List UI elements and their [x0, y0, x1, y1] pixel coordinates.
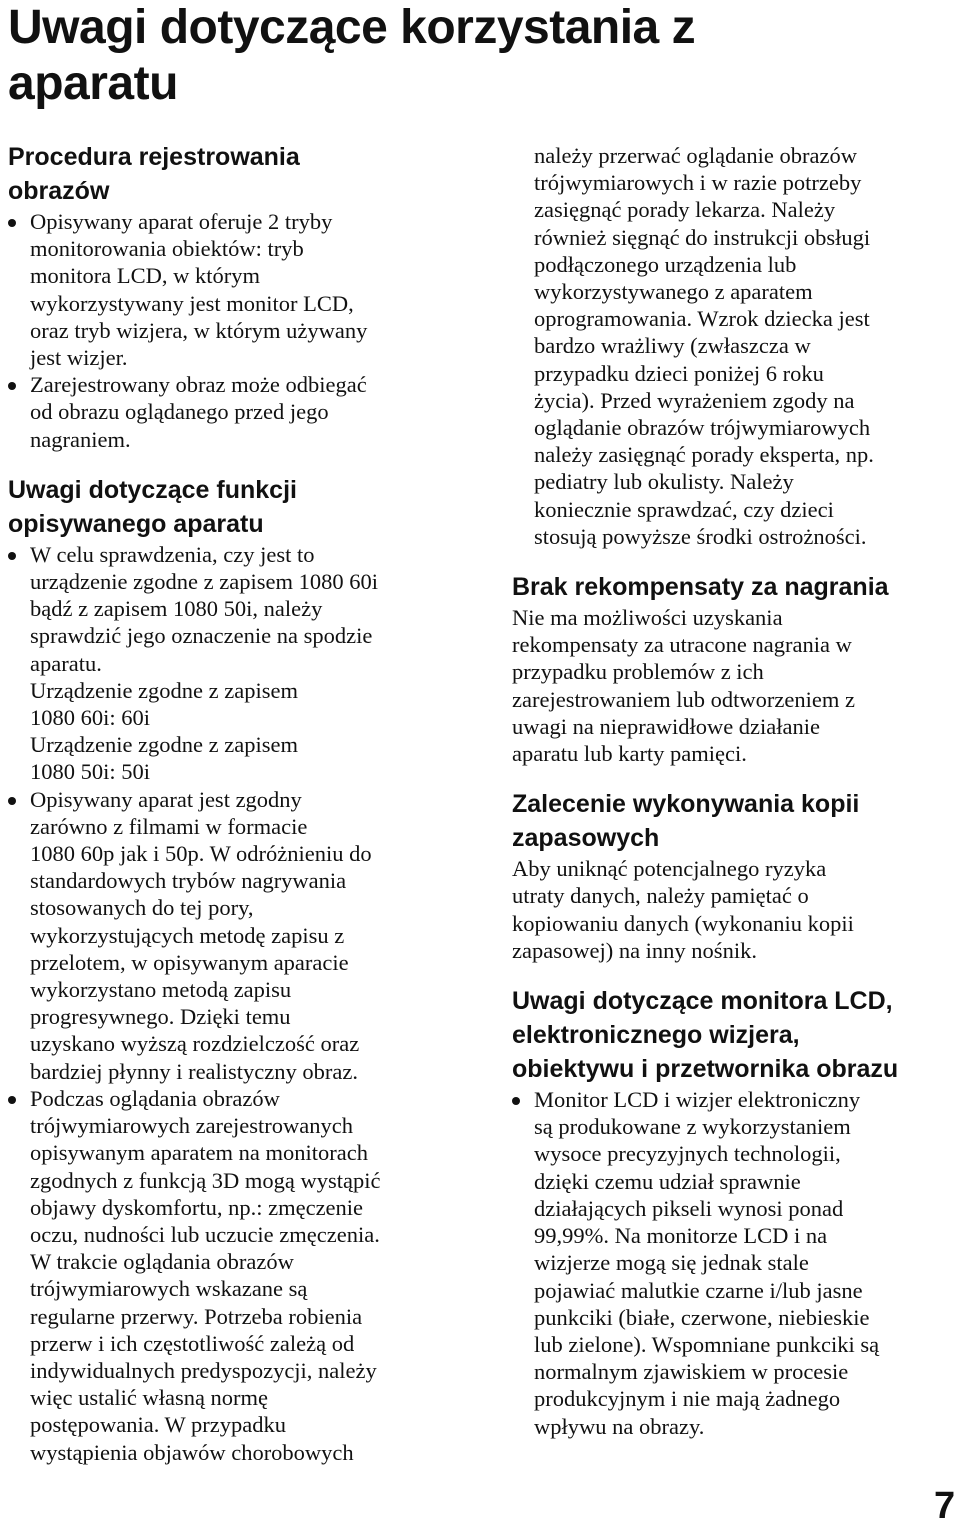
text-line: Monitor LCD i wizjer elektroniczny: [534, 1087, 861, 1113]
text-line: zapasowej) na inny nośnik.: [512, 937, 757, 963]
text-line: 1080 50i: 50i: [30, 759, 151, 785]
section-spacer: [8, 453, 468, 473]
bullet-item: [8, 371, 468, 453]
heading-line: obrazów: [8, 177, 110, 205]
text-line: W celu sprawdzenia, czy jest to: [30, 541, 315, 567]
bullet-icon: [8, 1096, 16, 1104]
text-line: trójwymiarowych wskazane są: [30, 1276, 308, 1302]
text-line: aparatu.: [30, 650, 102, 676]
text-line: bardziej płynny i realistyczny obraz.: [30, 1058, 358, 1084]
text-line: więc ustalić własną normę: [30, 1385, 269, 1411]
text-line: pojawiać malutkie czarne i/lub jasne: [534, 1277, 863, 1303]
bullet-icon: [8, 552, 16, 560]
text-line: oczu, nudności lub uczucie zmęczenia.: [30, 1221, 380, 1247]
text-line: należy przerwać oglądanie obrazów: [534, 143, 857, 168]
heading-line: Procedura rejestrowania: [8, 143, 300, 171]
section-heading-backup: [512, 787, 960, 855]
text-line: należy zasięgnąć porady eksperta, np.: [534, 442, 874, 468]
bullet-item: [512, 1086, 960, 1440]
text-line: dzięki czemu udział sprawnie: [534, 1168, 801, 1194]
heading-line: zapasowych: [512, 824, 660, 853]
text-line: Opisywany aparat jest zgodny: [30, 786, 302, 812]
paragraph: [512, 604, 960, 767]
section-spacer: [512, 964, 960, 984]
text-line: są produkowane z wykorzystaniem: [534, 1114, 851, 1140]
text-line: urządzenie zgodne z zapisem 1080 60i: [30, 569, 378, 595]
page-title-line: aparatu: [8, 57, 178, 110]
text-line: Urządzenie zgodne z zapisem: [30, 732, 298, 758]
left-column: [8, 140, 468, 1466]
section-heading-compensation: [512, 570, 960, 604]
text-line: Nie ma możliwości uzyskania: [512, 605, 783, 631]
text-line: W trakcie oglądania obrazów: [30, 1249, 294, 1275]
text-line: normalnym zjawiskiem w procesie: [534, 1359, 849, 1385]
text-line: Opisywany aparat oferuje 2 tryby: [30, 209, 333, 234]
text-line: wykorzystywanego z aparatem: [534, 279, 813, 305]
text-line: podłączonego urządzenia lub: [534, 251, 797, 277]
text-line: uwagi na nieprawidłowe działanie: [512, 713, 821, 739]
page-title-line: Uwagi dotyczące korzystania z: [8, 1, 696, 54]
text-line: trójwymiarowych i w razie potrzeby: [534, 170, 862, 196]
text-line: wpływu na obrazy.: [534, 1413, 705, 1439]
text-line: produkcyjnym i nie mają żadnego: [534, 1386, 841, 1412]
text-line: 99,99%. Na monitorze LCD i na: [534, 1223, 828, 1249]
heading-line: opisywanego aparatu: [8, 509, 264, 538]
text-line: również sięgnąć do instrukcji obsługi: [534, 224, 871, 250]
text-line: regularne przerwy. Potrzeba robienia: [30, 1303, 363, 1329]
text-line: zarówno z filmami w formacie: [30, 813, 308, 839]
text-line: opisywanym aparatem na monitorach: [30, 1140, 369, 1166]
text-line: wizjerze mogą się jednak stale: [534, 1250, 809, 1276]
text-line: oraz tryb wizjera, w którym używany: [30, 317, 368, 343]
text-line: 1080 60p jak i 50p. W odróżnieniu do: [30, 841, 372, 867]
text-line: wystąpienia objawów chorobowych: [30, 1439, 354, 1465]
text-line: lub zielone). Wspomniane punkciki są: [534, 1331, 880, 1357]
heading-line: Zalecenie wykonywania kopii: [512, 790, 860, 819]
text-line: przypadku problemów z ich: [512, 659, 764, 685]
bullet-icon: [512, 1097, 520, 1105]
text-line: zgodnych z funkcją 3D mogą wystąpić: [30, 1167, 381, 1193]
text-line: Urządzenie zgodne z zapisem: [30, 677, 298, 703]
text-line: trójwymiarowych zarejestrowanych: [30, 1113, 353, 1139]
heading-line: Uwagi dotyczące monitora LCD,: [512, 987, 893, 1016]
page-number: 7: [934, 1485, 956, 1527]
text-line: bardzo wrażliwy (zwłaszcza w: [534, 333, 811, 359]
paragraph: [512, 855, 960, 964]
text-line: życia). Przed wyrażeniem zgody na: [534, 387, 855, 413]
text-line: przelotem, w opisywanym aparacie: [30, 949, 349, 975]
section-heading-functions: [8, 473, 468, 541]
text-line: 1080 60i: 60i: [30, 705, 151, 731]
heading-line: obiektywu i przetwornika obrazu: [512, 1055, 899, 1084]
text-line: stosują powyższe środki ostrożności.: [534, 523, 867, 549]
text-line: koniecznie sprawdzać, czy dzieci: [534, 496, 834, 522]
text-line: wysoce precyzyjnych technologii,: [534, 1141, 841, 1167]
text-line: punkciki (białe, czerwone, niebieskie: [534, 1304, 870, 1330]
text-line: Podczas oglądania obrazów: [30, 1085, 280, 1111]
text-line: sprawdzić jego oznaczenie na spodzie: [30, 623, 373, 649]
heading-line: Brak rekompensaty za nagrania: [512, 573, 889, 602]
bullet-item: [8, 541, 468, 786]
text-line: rekompensaty za utracone nagrania w: [512, 632, 852, 658]
text-line: od obrazu oglądanego przed jego: [30, 399, 329, 425]
page-title: [8, 0, 948, 112]
text-line: przerw i ich częstotliwość zależą od: [30, 1330, 355, 1356]
text-line: monitora LCD, w którym: [30, 263, 260, 289]
heading-line: elektronicznego wizjera,: [512, 1021, 800, 1050]
text-line: kopiowaniu danych (wykonaniu kopii: [512, 910, 854, 936]
section-spacer: [512, 767, 960, 787]
text-line: postępowania. W przypadku: [30, 1412, 286, 1438]
section-heading-monitor: [512, 984, 960, 1086]
section-heading-recording: [8, 140, 468, 208]
bullet-icon: [8, 219, 16, 227]
text-line: działających pikseli wynosi ponad: [534, 1195, 844, 1221]
bullet-continuation: [512, 142, 960, 550]
right-column: [512, 142, 960, 1440]
bullet-icon: [8, 382, 16, 390]
text-line: wykorzystywany jest monitor LCD,: [30, 290, 354, 316]
text-line: standardowych trybów nagrywania: [30, 868, 347, 894]
heading-line: Uwagi dotyczące funkcji: [8, 475, 297, 504]
text-line: aparatu lub karty pamięci.: [512, 741, 747, 767]
text-line: przypadku dzieci poniżej 6 roku: [534, 360, 824, 386]
text-line: stosowanych do tej pory,: [30, 895, 254, 921]
text-line: utraty danych, należy pamiętać o: [512, 883, 809, 909]
text-line: bądź z zapisem 1080 50i, należy: [30, 596, 323, 622]
text-line: indywidualnych predyspozycji, należy: [30, 1357, 377, 1383]
text-line: uzyskano wyższą rozdzielczość oraz: [30, 1031, 360, 1057]
text-line: wykorzystujących metodę zapisu z: [30, 922, 345, 948]
text-line: monitorowania obiektów: tryb: [30, 236, 304, 262]
text-line: Zarejestrowany obraz może odbiegać: [30, 372, 367, 398]
bullet-item: [8, 1085, 468, 1466]
text-line: zarejestrowaniem lub odtworzeniem z: [512, 686, 855, 712]
section-spacer: [512, 550, 960, 570]
text-line: progresywnego. Dzięki temu: [30, 1004, 291, 1030]
text-line: zasięgnąć porady lekarza. Należy: [534, 197, 836, 223]
text-line: pediatry lub okulisty. Należy: [534, 469, 794, 495]
text-line: Aby uniknąć potencjalnego ryzyka: [512, 856, 827, 882]
text-line: nagraniem.: [30, 426, 131, 452]
bullet-item: [8, 786, 468, 1085]
text-line: wykorzystano metodą zapisu: [30, 977, 292, 1003]
bullet-icon: [8, 797, 16, 805]
text-line: objawy dyskomfortu, np.: zmęczenie: [30, 1194, 364, 1220]
text-line: jest wizjer.: [30, 345, 128, 371]
bullet-item: [8, 208, 468, 371]
text-line: oprogramowania. Wzrok dziecka jest: [534, 306, 870, 332]
text-line: oglądanie obrazów trójwymiarowych: [534, 415, 871, 441]
